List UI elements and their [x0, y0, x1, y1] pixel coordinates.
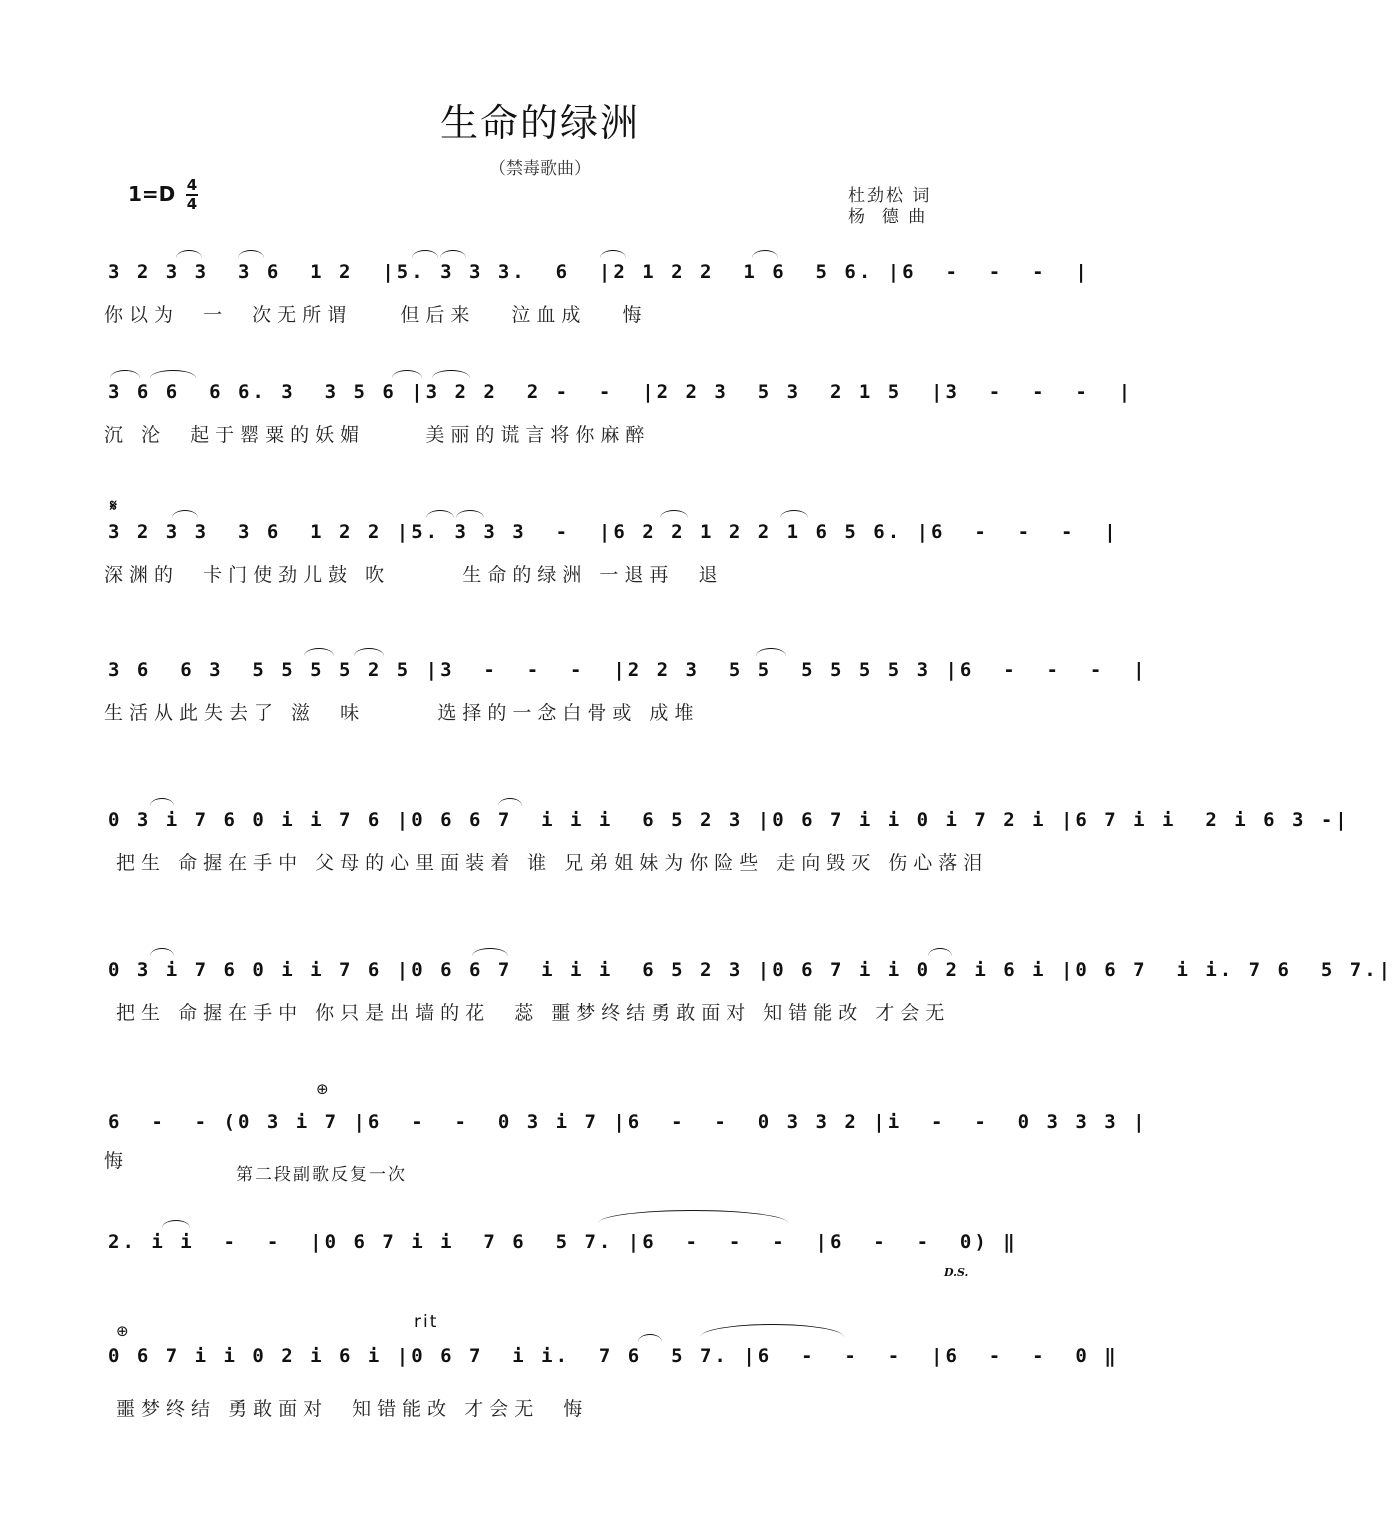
score-line-8: [0, 1222, 1080, 1322]
notation: 3 2 3 3 3 6 1 2 |5. 3 3 3. 6 |2 1 2 2 1 6 5 6. |6 - - - |: [108, 261, 1090, 283]
rit-mark: rit: [414, 1312, 439, 1332]
score-line-9: [0, 1336, 1119, 1436]
notation: 0 6 7 i i 0 2 i 6 i |0 6 7 i i. 7 6 5 7. |6 - - - |6 - - 0 ‖: [108, 1345, 1119, 1367]
score-line-2: [0, 372, 1134, 472]
lyrics: 噩梦终结 勇敢面对 知错能改 才会无 悔: [104, 1398, 589, 1420]
notation: 3 6 6 3 5 5 5 5 2 5 |3 - - - |2 2 3 5 5 5 5 5 5 3 |6 - - - |: [108, 659, 1148, 681]
key-signature: 1=D: [128, 182, 176, 206]
lyrics: 把生 命握在手中 你只是出墙的花 蕊 噩梦终结勇敢面对 知错能改 才会无: [104, 1002, 951, 1024]
notation: 3 6 6 6 6. 3 3 5 6 |3 2 2 2 - - |2 2 3 5 3 2 1 5 |3 - - - |: [108, 381, 1134, 403]
score-line-4: [0, 650, 1148, 750]
notation: 6 - - (0 3 i 7 |6 - - 0 3 i 7 |6 - - 0 3 3 2 |i - - 0 3 3 3 |: [108, 1111, 1148, 1133]
notation: 0 3 i 7 6 0 i i 7 6 |0 6 6 7 i i i 6 5 2 3 |0 6 7 i i 0 2 i 6 i |0 6 7 i i. 7 6 5 7.|: [108, 959, 1393, 981]
notation: 3 2 3 3 3 6 1 2 2 |5. 3 3 3 - |6 2 2 1 2 2 1 6 5 6. |6 - - - |: [108, 521, 1119, 543]
segno-icon: 𝄋: [110, 496, 117, 515]
score-line-7: [0, 1102, 1148, 1202]
time-top: 4: [186, 176, 198, 194]
song-subtitle: （禁毒歌曲）: [489, 159, 591, 179]
ds-mark: D.S.: [944, 1266, 969, 1279]
song-title: 生命的绿洲: [439, 101, 640, 145]
time-bottom: 4: [186, 195, 198, 213]
repeat-note: 第二段副歌反复一次: [236, 1165, 407, 1185]
notation: 2. i i - - |0 6 7 i i 7 6 5 7. |6 - - - |6 - - 0) ‖: [108, 1231, 1018, 1253]
notation: 0 3 i 7 6 0 i i 7 6 |0 6 6 7 i i i 6 5 2 3 |0 6 7 i i 0 i 7 2 i |6 7 i i 2 i 6 3 -|: [108, 809, 1350, 831]
coda-icon: ⊕: [116, 1322, 129, 1340]
score-line-3: [0, 512, 1119, 612]
lyrics: 深渊的 卡门使劲儿鼓 吹 生命的绿洲 一退再 退: [104, 564, 724, 586]
score-line-6: [0, 950, 1393, 1050]
lyrics: 你以为 一 次无所谓 但后来 泣血成 悔: [104, 304, 648, 326]
lyricist: 杜劲松 词: [848, 186, 932, 206]
lyrics: 沉 沦 起于罂粟的妖媚 美丽的谎言将你麻醉: [104, 424, 651, 446]
coda-icon: ⊕: [316, 1080, 329, 1098]
score-line-5: [0, 800, 1350, 900]
lyrics: 把生 命握在手中 父母的心里面装着 谁 兄弟姐妹为你险些 走向毁灭 伤心落泪: [104, 852, 989, 874]
lyrics: 悔: [104, 1150, 130, 1172]
credits: [848, 186, 931, 228]
score-line-1: [0, 252, 1090, 352]
time-signature: [186, 178, 198, 212]
lyrics: 生活从此失去了 滋 味 选择的一念白骨或 成堆: [104, 702, 700, 724]
composer: 杨 德 曲: [848, 207, 928, 227]
